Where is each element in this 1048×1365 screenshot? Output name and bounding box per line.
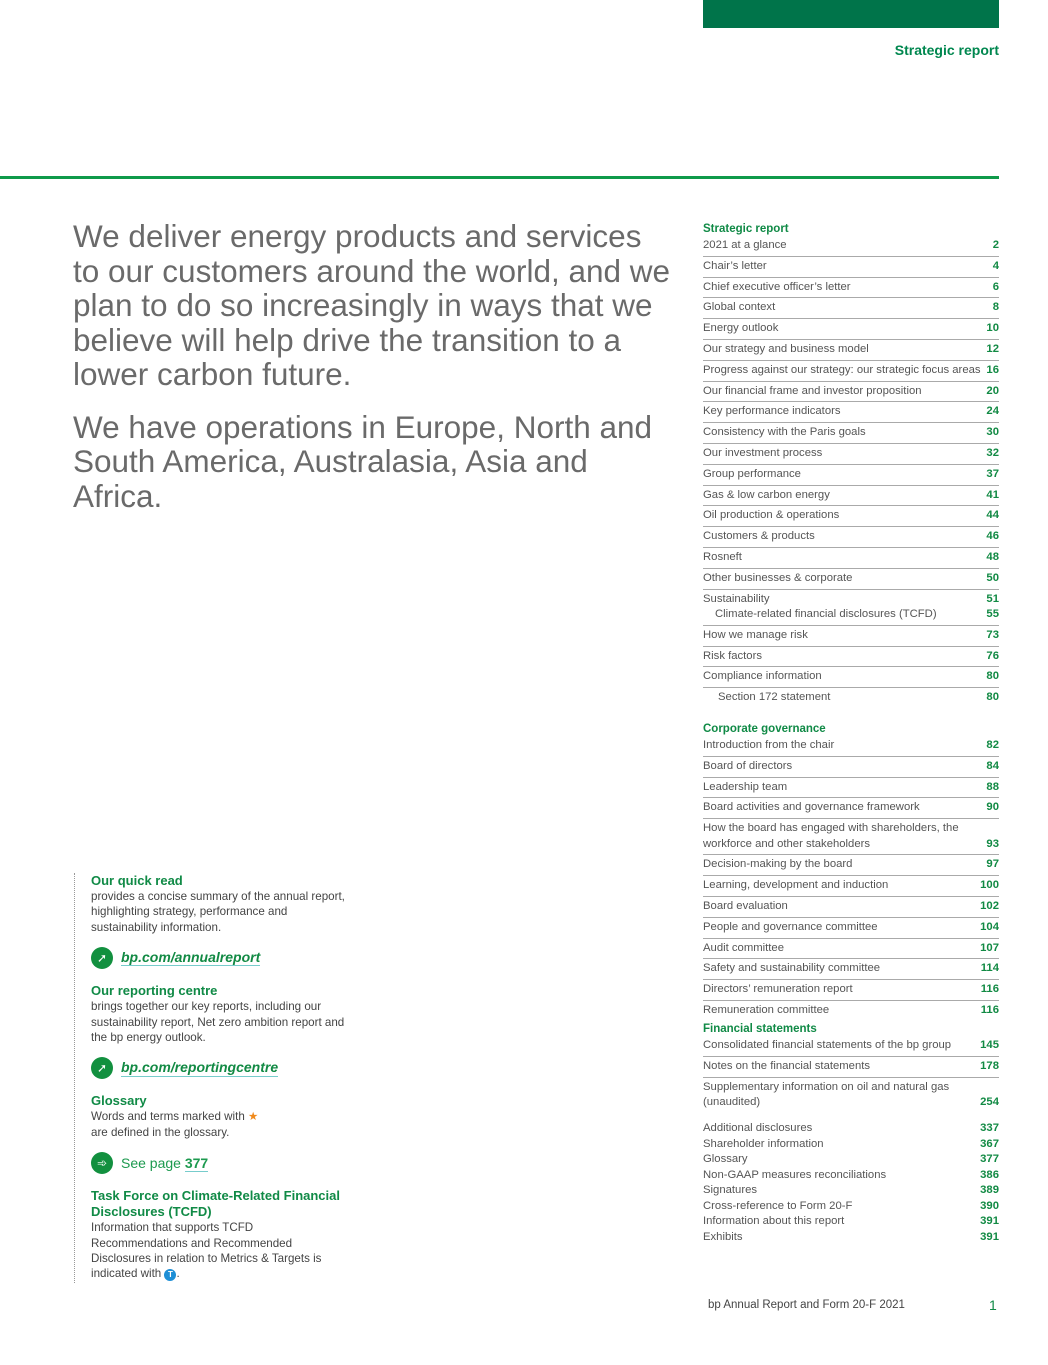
toc-item-text: Our investment process — [703, 446, 823, 459]
glossary-title: Glossary — [91, 1093, 147, 1109]
toc-item-label — [703, 982, 853, 998]
toc-item-label — [703, 1003, 829, 1019]
toc-item-page: 4 — [992, 259, 999, 272]
toc-item-page: 337 — [980, 1122, 999, 1134]
toc-item-text: Our strategy and business model — [703, 342, 869, 355]
tcfd-text — [91, 1220, 351, 1282]
toc-item-text: Chief executive officer’s letter — [703, 280, 851, 293]
toc-item-label — [703, 899, 788, 915]
toc-item[interactable] — [703, 319, 999, 340]
toc-strategic — [703, 222, 999, 708]
cursor-click-icon: ➚ — [91, 947, 113, 969]
toc-item[interactable] — [703, 918, 999, 939]
toc-item-page: 41 — [986, 488, 999, 501]
toc-item[interactable] — [703, 626, 999, 647]
toc-item[interactable] — [703, 1199, 999, 1215]
see-page-link[interactable] — [121, 1156, 208, 1171]
toc-item[interactable] — [703, 1152, 999, 1168]
toc-item-page: 6 — [992, 280, 999, 293]
toc-item-text: Global context — [703, 301, 776, 314]
see-page-row[interactable] — [91, 1152, 351, 1174]
toc-item-page: 46 — [986, 530, 999, 543]
toc-item-label — [703, 1199, 852, 1215]
toc-item-text: Shareholder information — [703, 1137, 824, 1150]
toc-item-text: Oil production & operations — [703, 509, 840, 522]
toc-item-label — [703, 467, 801, 483]
toc-item-text: Audit committee — [703, 941, 784, 954]
toc-item-page: 16 — [986, 363, 999, 376]
toc-item[interactable] — [703, 819, 999, 855]
toc-item-text: Board activities and governance framework — [703, 801, 920, 814]
toc-item[interactable] — [703, 667, 999, 688]
toc-item-page: 90 — [986, 801, 999, 814]
toc-item[interactable] — [703, 1183, 999, 1199]
toc-item-text: Consistency with the Paris goals — [703, 426, 866, 439]
toc-item-page: 44 — [986, 509, 999, 522]
toc-item-text: Glossary — [703, 1153, 748, 1165]
toc-item-text: Learning, development and induction — [703, 879, 889, 892]
toc-item-text: Group performance — [703, 467, 801, 480]
annualreport-link[interactable]: bp.com/annualreport — [121, 949, 261, 966]
toc-item-text: Cross-reference to Form 20-F — [703, 1199, 853, 1212]
reporting-centre-text: brings together our key reports, including our sustainability report, Net zero ambition report and the bp energy outlook. — [91, 1000, 345, 1045]
toc-item[interactable] — [703, 688, 999, 708]
toc-item-text: Key performance indicators — [703, 405, 841, 418]
toc-item-page — [986, 592, 999, 623]
page-number: 1 — [989, 1297, 997, 1313]
cursor-click-icon: ➚ — [91, 1057, 113, 1079]
toc-item-text: Exhibits — [703, 1230, 743, 1243]
toc-item-text: Our financial frame and investor proposition — [703, 384, 922, 397]
glossary-text-2: are defined in the glossary. — [91, 1125, 230, 1139]
toc-item-page: 37 — [986, 467, 999, 480]
toc-item-page: 390 — [980, 1199, 999, 1212]
toc-item-text: Introduction from the chair — [703, 739, 835, 751]
toc-page-number: 51 — [986, 592, 999, 605]
toc-item-page: 102 — [980, 900, 999, 913]
toc-item-text: Remuneration committee — [703, 1004, 830, 1017]
toc-item[interactable] — [703, 444, 999, 465]
toc-item-label — [703, 529, 815, 545]
toc-item-text: Directors’ remuneration report — [703, 983, 853, 996]
toc-item-label — [703, 669, 822, 685]
arrow-target-icon: ➾ — [91, 1152, 113, 1174]
toc-item[interactable] — [703, 876, 999, 897]
toc-item-label — [703, 488, 830, 504]
toc-item-label — [703, 1080, 980, 1111]
toc-item-text: People and governance committee — [703, 920, 878, 933]
toc-item-text: Information about this report — [703, 1215, 845, 1227]
toc-item[interactable] — [703, 402, 999, 423]
toc-item-text: Section 172 statement — [718, 691, 831, 704]
toc-item-label — [703, 920, 878, 936]
toc-item-label — [703, 446, 822, 462]
toc-item[interactable] — [703, 959, 999, 980]
toc-item-label — [703, 1121, 812, 1137]
toc-item[interactable] — [703, 382, 999, 403]
toc-item-label — [703, 363, 981, 379]
toc-item-text: How the board has engaged with shareholders, the workforce and other stakeholders — [703, 822, 959, 850]
toc-item[interactable] — [703, 1001, 999, 1021]
toc-item[interactable] — [703, 465, 999, 486]
toc-list — [703, 736, 999, 1021]
toc-item[interactable] — [703, 1036, 999, 1057]
toc-item[interactable] — [703, 548, 999, 569]
toc-item-text: Supplementary information on oil and natural gas (unaudited) — [703, 1080, 950, 1109]
toc-item-text: Sustainability — [703, 592, 770, 605]
toc-item-label — [703, 508, 839, 524]
see-page-number[interactable]: 377 — [184, 1154, 209, 1171]
toc-item[interactable] — [703, 980, 999, 1001]
toc-item[interactable] — [703, 736, 999, 757]
toc-item[interactable] — [703, 939, 999, 960]
toc-item-label — [703, 628, 808, 644]
toc-item-label — [703, 238, 787, 254]
toc-item-text: Safety and sustainability committee — [703, 962, 881, 975]
toc-item-label — [703, 1038, 951, 1054]
toc-item-page: 100 — [980, 879, 999, 892]
toc-item-label — [703, 961, 880, 977]
toc-item-page: 48 — [986, 550, 999, 563]
toc-item[interactable] — [703, 506, 999, 527]
section-label: Strategic report — [894, 42, 999, 58]
toc-item-text: Board evaluation — [703, 900, 788, 913]
toc-item[interactable] — [703, 340, 999, 361]
toc-item-text: Non-GAAP measures reconciliations — [703, 1168, 887, 1181]
toc-item-text: Rosneft — [703, 550, 742, 563]
toc-item[interactable] — [703, 569, 999, 590]
toc-item-page: 116 — [980, 983, 999, 996]
toc-item-label — [703, 259, 767, 275]
reportingcentre-link-row — [91, 1057, 351, 1079]
toc-governance — [703, 722, 999, 1021]
toc-list — [703, 236, 999, 708]
headline-p1: We deliver energy products and services to our customers around the world, and we plan to do so increasingly in ways that we believe will help drive the transition to a lower carbon future. — [73, 218, 671, 392]
toc-item[interactable] — [703, 1214, 999, 1230]
toc-item-text: Leadership team — [703, 780, 788, 793]
toc-item[interactable] — [703, 236, 999, 257]
quick-read-title: Our quick read — [91, 873, 183, 888]
toc-item-page: 116 — [980, 1004, 999, 1017]
toc-item-label — [703, 759, 792, 775]
toc-item-page: 114 — [980, 962, 999, 975]
toc-item-text: How we manage risk — [703, 628, 808, 641]
toc-item-label — [703, 321, 778, 337]
toc-item[interactable] — [703, 757, 999, 778]
toc-item-page: 88 — [986, 780, 999, 793]
toc-item-page: 24 — [986, 405, 999, 418]
toc-item-label — [703, 800, 920, 816]
toc-item-label — [703, 1152, 748, 1168]
toc-item[interactable] — [703, 486, 999, 507]
reportingcentre-link[interactable]: bp.com/reportingcentre — [121, 1059, 279, 1076]
toc-item-page: 178 — [980, 1059, 999, 1072]
toc-item-text: Additional disclosures — [703, 1122, 813, 1134]
toc-item-text: Decision-making by the board — [703, 858, 853, 871]
toc-item-label — [703, 1168, 886, 1184]
toc-item-label — [703, 404, 841, 420]
toc-item[interactable] — [703, 1137, 999, 1153]
toc-item-label — [703, 1137, 824, 1153]
toc-item-page: 82 — [986, 739, 999, 751]
toc-item-page: 386 — [980, 1168, 999, 1181]
toc-item[interactable] — [703, 855, 999, 876]
toc-item-label — [703, 780, 787, 796]
toc-item-text: Other businesses & corporate — [703, 571, 853, 584]
toc-item-page: 254 — [980, 1096, 999, 1109]
toc-item-text: Customers & products — [703, 530, 815, 543]
toc-item[interactable] — [703, 278, 999, 299]
toc-item-page: 8 — [992, 301, 999, 314]
toc-item-page: 107 — [980, 941, 999, 954]
toc-item-page: 84 — [986, 759, 999, 772]
sidebar-info — [74, 873, 351, 1283]
toc-item[interactable] — [703, 527, 999, 548]
toc-item-label — [703, 738, 834, 754]
toc-item-label — [703, 821, 986, 852]
toc-item[interactable] — [703, 1230, 999, 1246]
headline-p2: We have operations in Europe, North and South America, Australasia, Asia and Africa. — [73, 408, 653, 514]
header-color-block — [703, 0, 999, 28]
toc-list — [703, 1036, 999, 1113]
toc-item-page: 50 — [986, 571, 999, 584]
toc-item[interactable] — [703, 298, 999, 319]
toc-item-page: 80 — [986, 691, 999, 704]
toc-item-page: 104 — [980, 920, 999, 933]
toc-item-page: 377 — [980, 1153, 999, 1165]
toc-additional — [703, 1121, 999, 1245]
toc-item-text: Compliance information — [703, 670, 822, 683]
toc-item-text: Consolidated financial statements of the bp group — [703, 1039, 952, 1051]
toc-item-label — [703, 690, 830, 706]
toc-heading: Strategic report — [703, 223, 789, 235]
toc-item[interactable] — [703, 590, 999, 626]
toc-item-page: 145 — [980, 1039, 999, 1051]
toc-item[interactable] — [703, 798, 999, 819]
see-page-label: See page — [121, 1154, 181, 1171]
toc-item-label — [703, 649, 762, 665]
toc-item-page: 389 — [980, 1184, 999, 1196]
toc-item-text: Notes on the financial statements — [703, 1059, 871, 1072]
toc-item-label — [703, 1214, 844, 1230]
divider — [0, 176, 999, 179]
toc-item-page: 73 — [986, 628, 999, 641]
toc-item[interactable] — [703, 257, 999, 278]
toc-item-page: 10 — [986, 322, 999, 335]
toc-heading: Corporate governance — [703, 723, 826, 735]
toc-item-label — [703, 1183, 757, 1199]
toc-item-label — [703, 878, 888, 894]
tcfd-text-body: Information that supports TCFD Recommendations and Recommended Disclosures in relation to Metrics & Targets is indicated with — [91, 1221, 322, 1281]
toc-subitem-page: 55 — [986, 608, 999, 621]
toc-item[interactable] — [703, 897, 999, 918]
toc-item[interactable] — [703, 361, 999, 382]
toc-item-label — [703, 300, 775, 316]
toc-item-text: Chair’s letter — [703, 259, 767, 272]
toc-item-label — [703, 592, 937, 623]
toc-item-page: 30 — [986, 426, 999, 439]
toc-item-page: 367 — [980, 1137, 999, 1150]
reporting-centre-title: Our reporting centre — [91, 983, 218, 999]
toc-item-label — [703, 571, 852, 587]
toc-item-text: Energy outlook — [703, 322, 779, 335]
toc-item-page: 32 — [986, 446, 999, 459]
annualreport-link-row — [91, 947, 351, 969]
glossary-text — [91, 1109, 351, 1140]
toc-item[interactable] — [703, 1121, 999, 1137]
toc-item-page: 76 — [986, 649, 999, 662]
toc-list — [703, 1121, 999, 1245]
toc-subitem-label: Climate-related financial disclosures (TCFD) — [715, 608, 937, 621]
toc-item-label — [703, 342, 869, 358]
toc-item-label — [703, 857, 852, 873]
toc-item-label — [703, 280, 851, 296]
toc-item-text: 2021 at a glance — [703, 239, 787, 251]
toc-item[interactable] — [703, 1078, 999, 1113]
toc-item-label — [703, 941, 784, 957]
toc-item-page: 97 — [986, 858, 999, 871]
toc-item[interactable] — [703, 423, 999, 444]
toc-item-page: 12 — [986, 342, 999, 355]
tcfd-period: . — [176, 1267, 180, 1281]
toc-item-text: Gas & low carbon energy — [703, 488, 830, 501]
toc-item[interactable] — [703, 1168, 999, 1184]
toc-financial — [703, 1022, 999, 1113]
toc-heading: Financial statements — [703, 1023, 817, 1035]
footer-title: bp Annual Report and Form 20-F 2021 — [708, 1299, 905, 1311]
toc-item-page: 80 — [986, 670, 999, 683]
tcfd-badge-icon: T — [164, 1269, 176, 1281]
toc-item[interactable] — [703, 778, 999, 799]
toc-item-text: Progress against our strategy: our strategic focus areas — [703, 363, 981, 376]
toc-item-text: Signatures — [703, 1184, 758, 1196]
star-icon: ★ — [248, 1110, 259, 1124]
toc-item[interactable] — [703, 1057, 999, 1078]
toc-item-page: 20 — [986, 384, 999, 397]
toc-item-label — [703, 425, 866, 441]
toc-item-label — [703, 1230, 743, 1246]
toc-item-label — [703, 384, 922, 400]
quick-read-text: provides a concise summary of the annual report, highlighting strategy, performance and sustainability information. — [91, 890, 345, 934]
headline — [73, 219, 673, 531]
glossary-text-1: Words and terms marked with — [91, 1110, 245, 1124]
toc-item-label — [703, 1059, 870, 1075]
toc-item[interactable] — [703, 647, 999, 668]
toc-item-label — [703, 550, 742, 566]
toc-item-text: Risk factors — [703, 649, 763, 662]
toc-item-page: 391 — [980, 1215, 999, 1227]
tcfd-title: Task Force on Climate-Related Financial Disclosures (TCFD) — [91, 1188, 340, 1220]
toc-item-page: 391 — [980, 1230, 999, 1243]
toc-item-text: Board of directors — [703, 759, 793, 772]
toc-item-page: 2 — [992, 239, 999, 251]
toc-item-page: 93 — [986, 837, 999, 850]
